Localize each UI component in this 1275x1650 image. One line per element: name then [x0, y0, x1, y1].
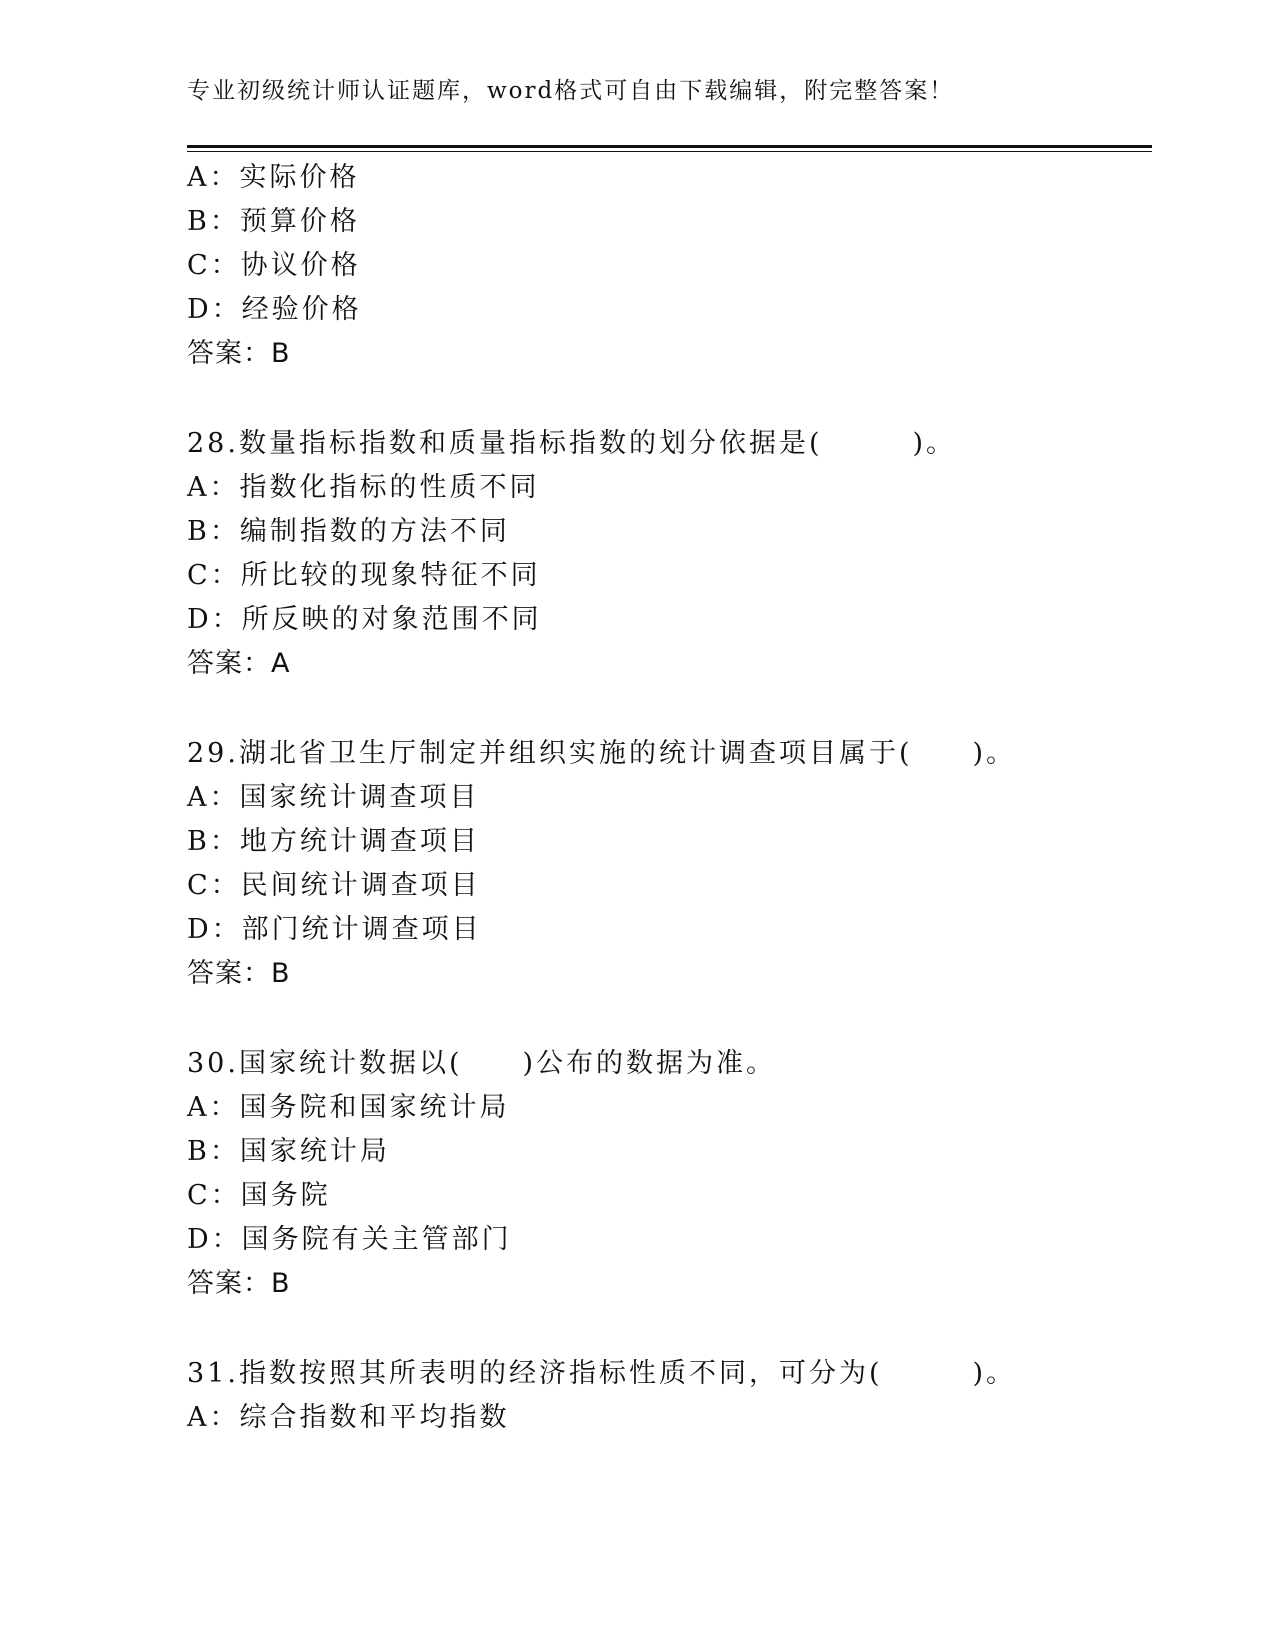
option-d: D：所反映的对象范围不同 [187, 604, 542, 635]
answer-line: 答案：A [187, 648, 291, 679]
header-rule-thick [187, 145, 1152, 148]
option-d: D：经验价格 [187, 294, 362, 325]
option-a: A：国家统计调查项目 [187, 782, 480, 813]
option-b: B：地方统计调查项目 [187, 826, 480, 857]
question-29: 29.湖北省卫生厅制定并组织实施的统计调查项目属于( )。 [187, 738, 1017, 769]
option-c: C：所比较的现象特征不同 [187, 560, 541, 591]
question-28: 28.数量指标指数和质量指标指数的划分依据是( )。 [187, 428, 957, 459]
option-d: D：国务院有关主管部门 [187, 1224, 512, 1255]
option-a: A：综合指数和平均指数 [187, 1402, 510, 1433]
question-30: 30.国家统计数据以( )公布的数据为准。 [187, 1048, 777, 1079]
option-b: B：预算价格 [187, 206, 360, 237]
option-c: C：民间统计调查项目 [187, 870, 481, 901]
option-b: B：编制指数的方法不同 [187, 516, 510, 547]
option-c: C：国务院 [187, 1180, 331, 1211]
option-c: C：协议价格 [187, 250, 361, 281]
header-rule-thin [187, 151, 1152, 152]
option-a: A：实际价格 [187, 162, 360, 193]
question-31: 31.指数按照其所表明的经济指标性质不同，可分为( )。 [187, 1358, 1017, 1389]
option-a: A：指数化指标的性质不同 [187, 472, 540, 503]
document-header: 专业初级统计师认证题库，word格式可自由下载编辑，附完整答案！ [187, 78, 955, 104]
option-d: D：部门统计调查项目 [187, 914, 482, 945]
option-a: A：国务院和国家统计局 [187, 1092, 510, 1123]
answer-line: 答案：B [187, 958, 291, 989]
answer-line: 答案：B [187, 1268, 291, 1299]
answer-line: 答案：B [187, 338, 291, 369]
option-b: B：国家统计局 [187, 1136, 390, 1167]
